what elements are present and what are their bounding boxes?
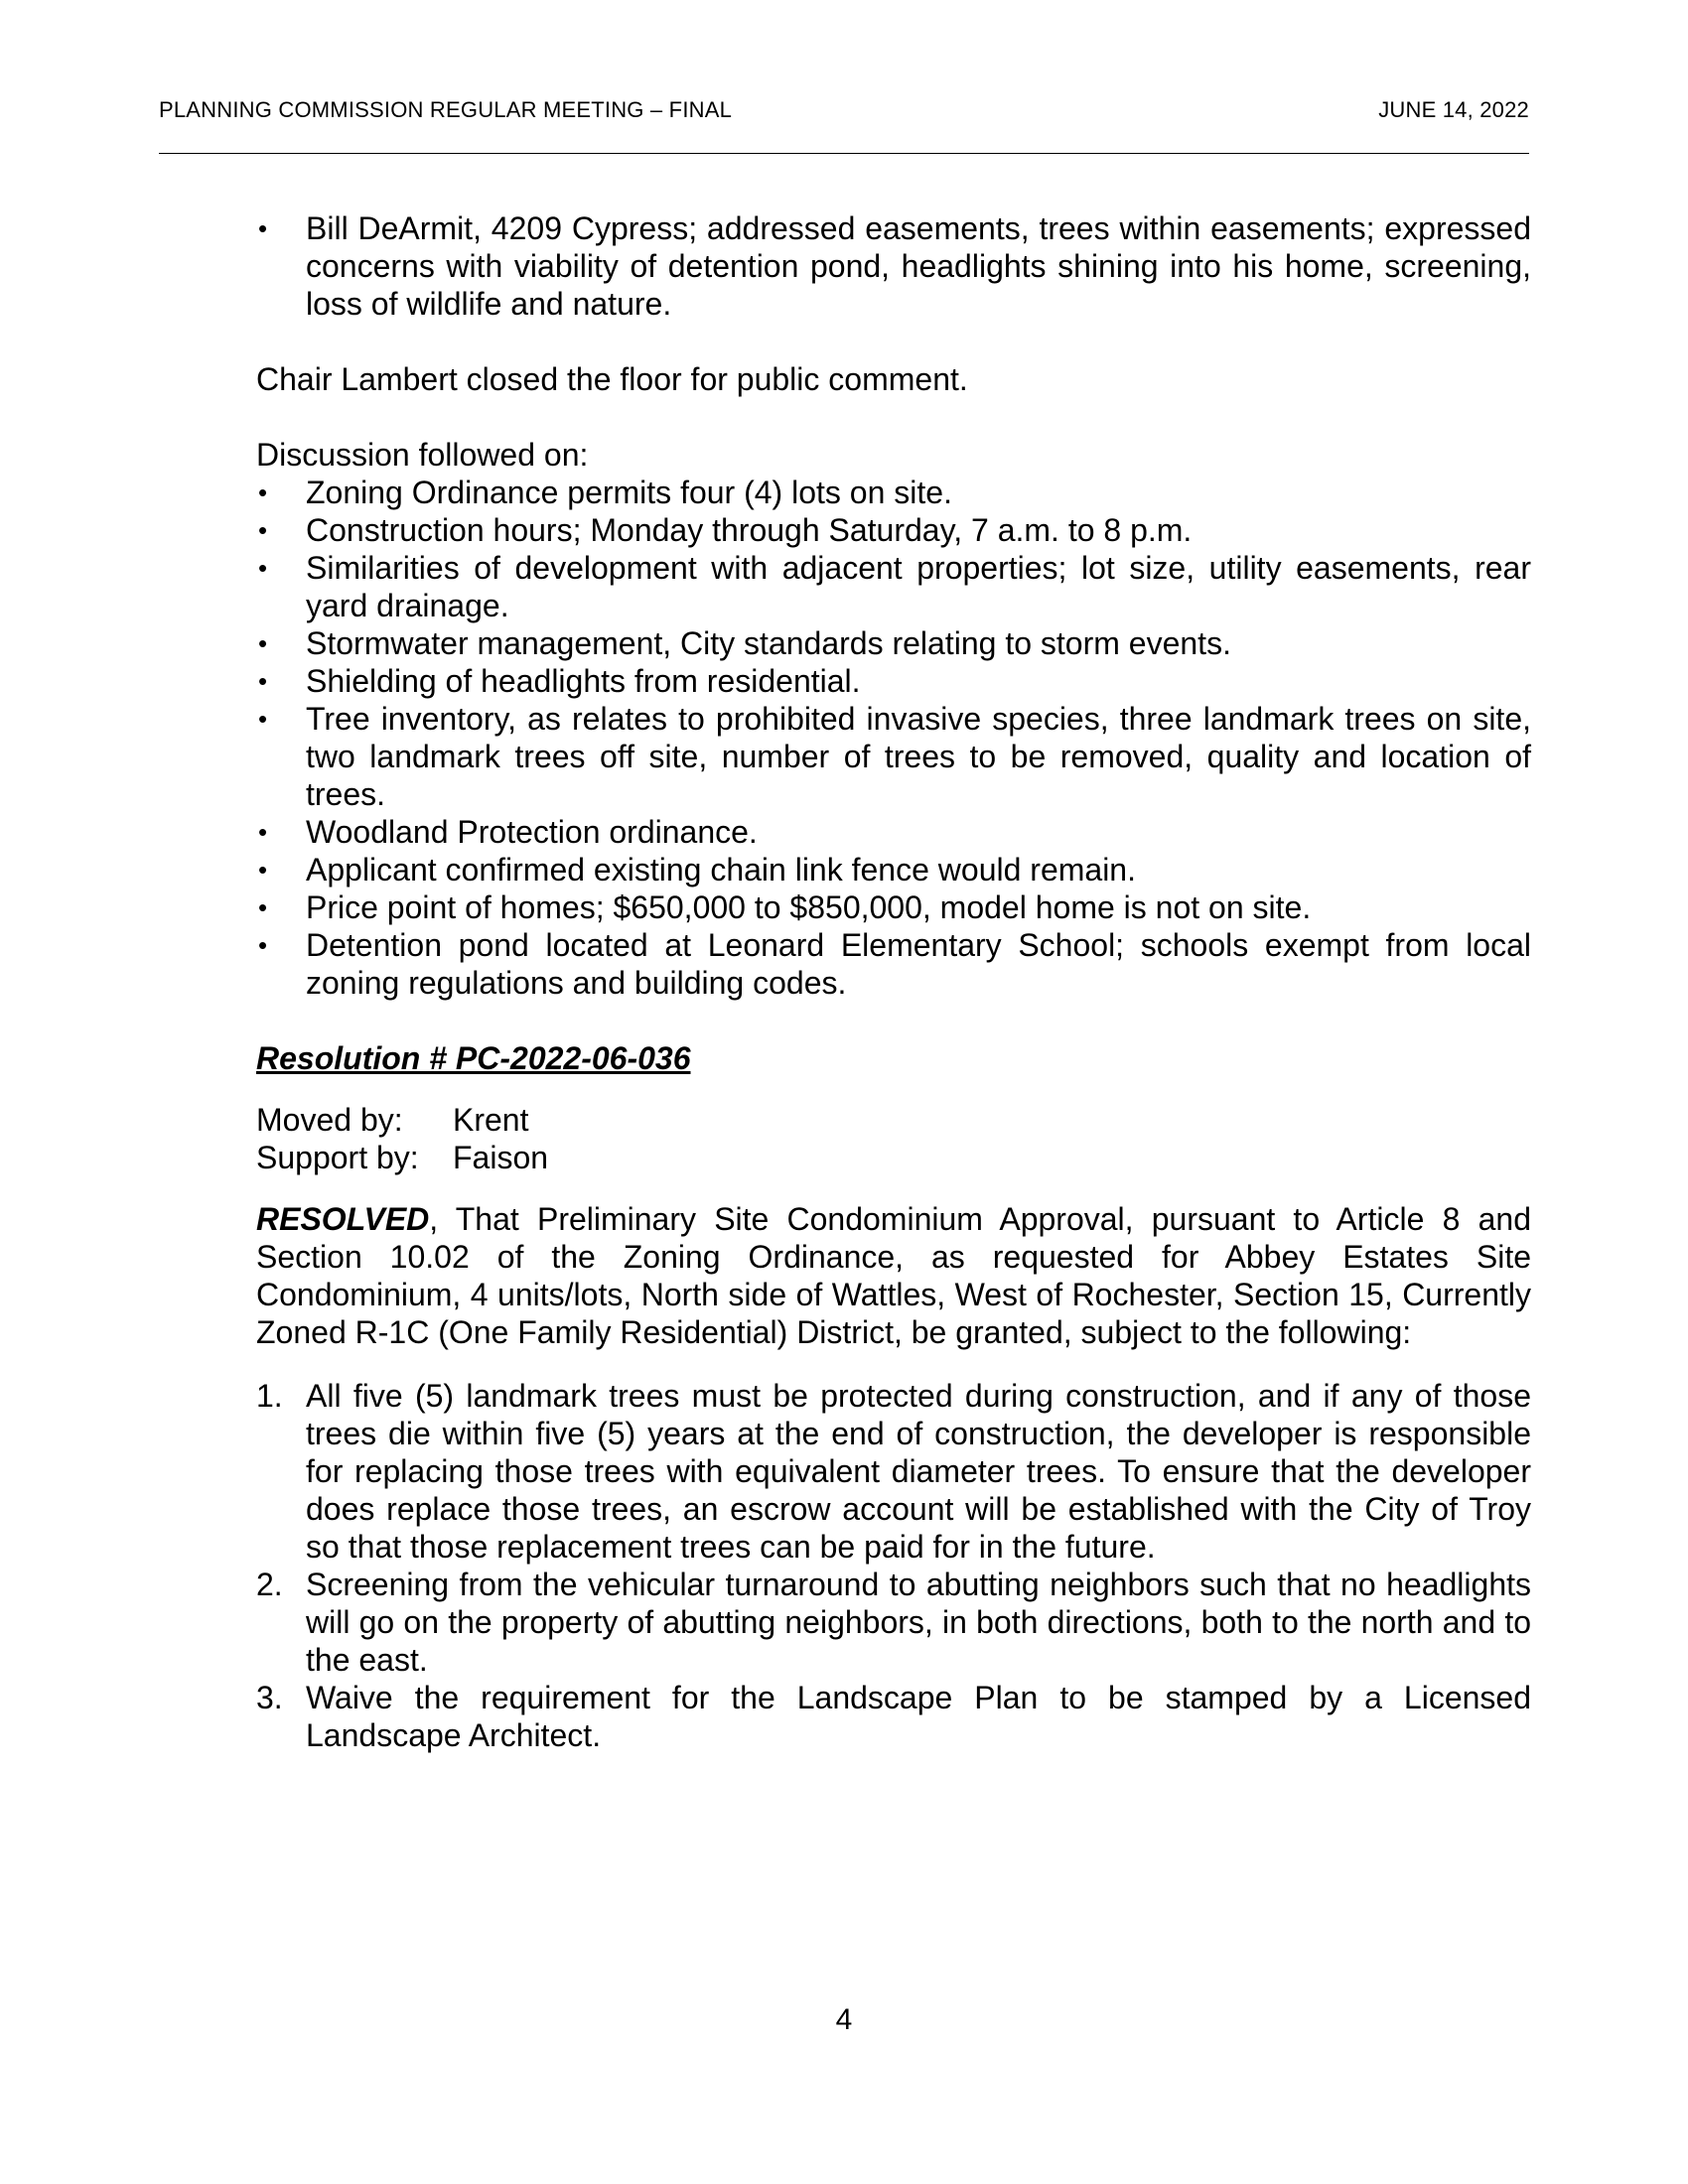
bullet-icon: • [258, 930, 268, 960]
discussion-intro: Discussion followed on: [256, 437, 589, 473]
motion-info [256, 1101, 1531, 1176]
list-item: • Shielding of headlights from residential. [258, 663, 861, 699]
list-item: • Woodland Protection ordinance. [258, 814, 758, 850]
bullet-icon: • [258, 892, 268, 922]
bullet-icon: • [258, 666, 268, 696]
header-title: PLANNING COMMISSION REGULAR MEETING – FINAL [159, 97, 733, 122]
list-item: • Price point of homes; $650,000 to $850,000, model home is not on site. [258, 889, 1312, 925]
discussion-list [256, 474, 1531, 1002]
moved-by-value: Krent [453, 1102, 529, 1138]
bullet-icon: • [258, 478, 268, 507]
list-item: • Bill DeArmit, 4209 Cypress; addressed easements, trees within easements; expressed concerns with viability of detention pond, headlights shining into his home, screening, loss of wildlife and nature. [258, 210, 1531, 322]
bullet-icon: • [258, 515, 268, 545]
list-item: • Zoning Ordinance permits four (4) lots on site. [258, 475, 952, 510]
page-header [159, 97, 1529, 154]
moved-by-label: Moved by: [256, 1102, 403, 1138]
list-item: • Stormwater management, City standards relating to storm events. [258, 625, 1231, 661]
resolution-body: , That Preliminary Site Condominium Approval, pursuant to Article 8 and Section 10.02 of the Zoning Ordinance, as requested for Abbey Estates Site Condominium, 4 units/lots, North side of Wattles, West of Rochester, Section 15, Currently Zoned R-1C (One Family Residential) District, be granted, subject to the following: [256, 1201, 1531, 1350]
list-item: • Detention pond located at Leonard Elementary School; schools exempt from local zoning regulations and building codes. [258, 927, 1531, 1001]
list-item: • Applicant confirmed existing chain link fence would remain. [258, 852, 1136, 887]
header-date: JUNE 14, 2022 [1378, 97, 1529, 122]
list-item: • Similarities of development with adjacent properties; lot size, utility easements, rear yard drainage. [258, 550, 1531, 623]
resolution-heading: Resolution # PC-2022-06-036 [256, 1040, 691, 1076]
bullet-icon: • [258, 628, 268, 658]
bullet-icon: • [258, 213, 268, 243]
list-item: • Construction hours; Monday through Saturday, 7 a.m. to 8 p.m. [258, 512, 1193, 548]
bullet-icon: • [258, 704, 268, 734]
list-item: • Tree inventory, as relates to prohibited invasive species, three landmark trees on site, two landmark trees off site, number of trees to be removed, quality and location of trees. [258, 701, 1531, 812]
bullet-icon: • [258, 553, 268, 583]
document-body [256, 209, 1531, 1754]
list-item: 1. All five (5) landmark trees must be protected during construction, and if any of those trees die within five (5) years at the end of construction, the developer is responsible for replacing those trees with equivalent diameter trees. To ensure that the developer does replace those trees, an escrow account will be established with the City of Troy so that those replacement trees can be paid for in the future. [256, 1378, 1531, 1565]
list-item: 2. Screening from the vehicular turnaround to abutting neighbors such that no headlights will go on the property of abutting neighbors, in both directions, both to the north and to the east. [256, 1567, 1531, 1678]
support-by-label: Support by: [256, 1140, 419, 1175]
page-number: 4 [835, 2003, 853, 2036]
list-item: 3. Waive the requirement for the Landscape Plan to be stamped by a Licensed Landscape Architect. [256, 1680, 1531, 1753]
resolution-text [256, 1200, 1531, 1351]
public-comment-list [256, 209, 1531, 323]
conditions-list [256, 1377, 1531, 1754]
bullet-icon: • [258, 855, 268, 885]
resolved-keyword: RESOLVED [256, 1201, 430, 1237]
closing-statement: Chair Lambert closed the floor for public comment. [256, 361, 968, 397]
support-by-value: Faison [453, 1140, 549, 1175]
bullet-icon: • [258, 817, 268, 847]
